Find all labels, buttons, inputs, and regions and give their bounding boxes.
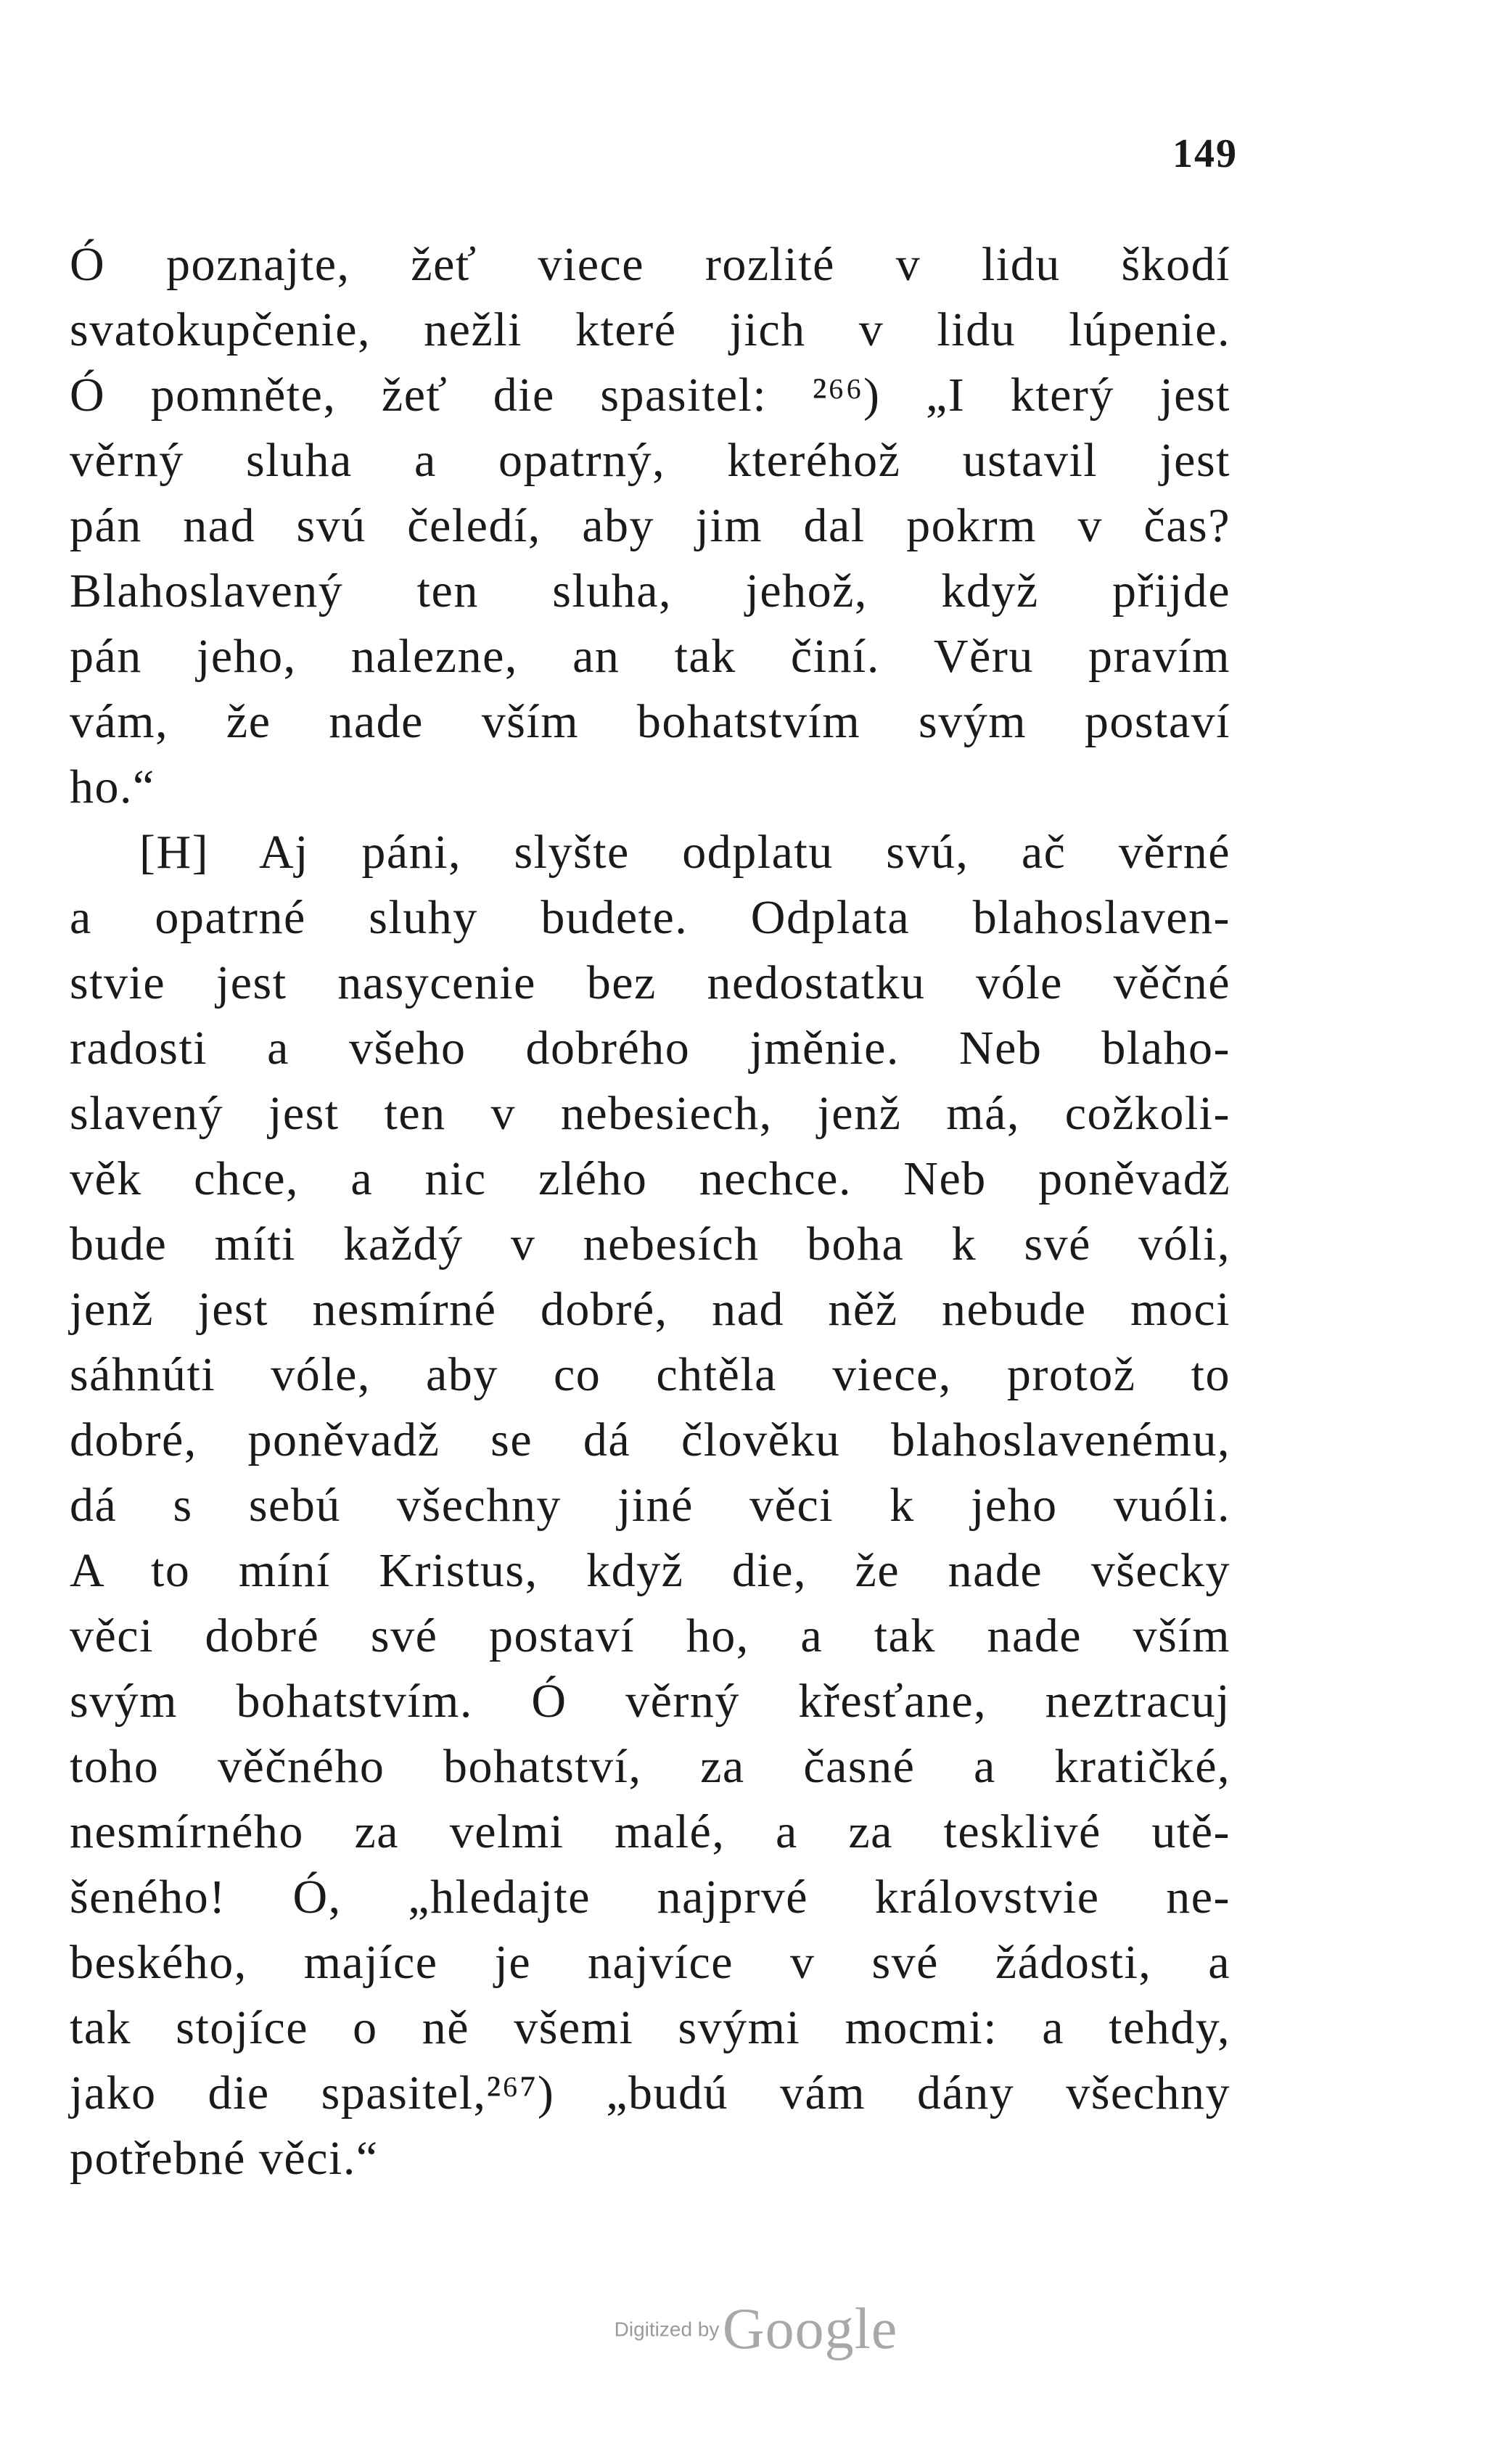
body-text: [70, 232, 1230, 2191]
digitized-by-label: Digitized by: [614, 2318, 720, 2341]
digitization-watermark: [0, 2297, 1512, 2363]
text-line: a opatrné sluhy budete. Odplata blahoslaven-: [70, 891, 1230, 944]
text-line: slavený jest ten v nebesiech, jenž má, cožkoli-: [70, 1087, 1230, 1140]
text-line: svatokupčenie, nežli které jich v lidu lúpenie.: [70, 303, 1230, 356]
text-line: pán jeho, nalezne, an tak činí. Věru pravím: [70, 630, 1230, 683]
text-line: sáhnúti vóle, aby co chtěla viece, protož to: [70, 1348, 1230, 1401]
text-line: jenž jest nesmírné dobré, nad něž nebude moci: [70, 1283, 1230, 1336]
text-line: radosti a všeho dobrého jměnie. Neb blaho-: [70, 1022, 1230, 1075]
text-line: A to míní Kristus, když die, že nade všecky: [70, 1544, 1230, 1597]
text-line: [H] Aj páni, slyšte odplatu svú, ač věrné: [139, 826, 1230, 879]
page-number: 149: [1172, 131, 1238, 176]
text-line: toho věčného bohatství, za časné a kratičké,: [70, 1740, 1230, 1793]
text-line: jako die spasitel,²⁶⁷) „budú vám dány všechny: [70, 2067, 1230, 2119]
text-line: dobré, poněvadž se dá člověku blahoslavenému,: [70, 1413, 1230, 1466]
text-line: věci dobré své postaví ho, a tak nade vším: [70, 1609, 1230, 1662]
text-line: ho.“: [70, 760, 155, 813]
text-line: stvie jest nasycenie bez nedostatku vóle věčné: [70, 956, 1230, 1009]
text-line: pán nad svú čeledí, aby jim dal pokrm v čas?: [70, 499, 1230, 552]
text-line: věk chce, a nic zlého nechce. Neb poněvadž: [70, 1152, 1230, 1205]
text-line: potřebné věci.“: [70, 2132, 379, 2185]
text-line: svým bohatstvím. Ó věrný křesťane, neztracuj: [70, 1675, 1230, 1728]
text-line: vám, že nade vším bohatstvím svým postaví: [70, 695, 1230, 748]
text-line: Blahoslavený ten sluha, jehož, když přijde: [70, 565, 1230, 617]
google-logo: Google: [722, 2297, 898, 2361]
text-line: tak stojíce o ně všemi svými mocmi: a tehdy,: [70, 2001, 1230, 2054]
text-line: věrný sluha a opatrný, kteréhož ustavil jest: [70, 434, 1230, 487]
text-line: Ó poznajte, žeť viece rozlité v lidu škodí: [70, 238, 1230, 291]
text-line: beského, majíce je najvíce v své žádosti, a: [70, 1936, 1230, 1989]
text-line: dá s sebú všechny jiné věci k jeho vuóli.: [70, 1479, 1230, 1532]
text-line: šeného! Ó, „hledajte najprvé královstvie ne-: [70, 1871, 1230, 1924]
text-line: nesmírného za velmi malé, a za tesklivé utě-: [70, 1805, 1230, 1858]
text-line: bude míti každý v nebesích boha k své vóli,: [70, 1218, 1230, 1271]
text-line: Ó pomněte, žeť die spasitel: ²⁶⁶) „I který jest: [70, 369, 1230, 422]
